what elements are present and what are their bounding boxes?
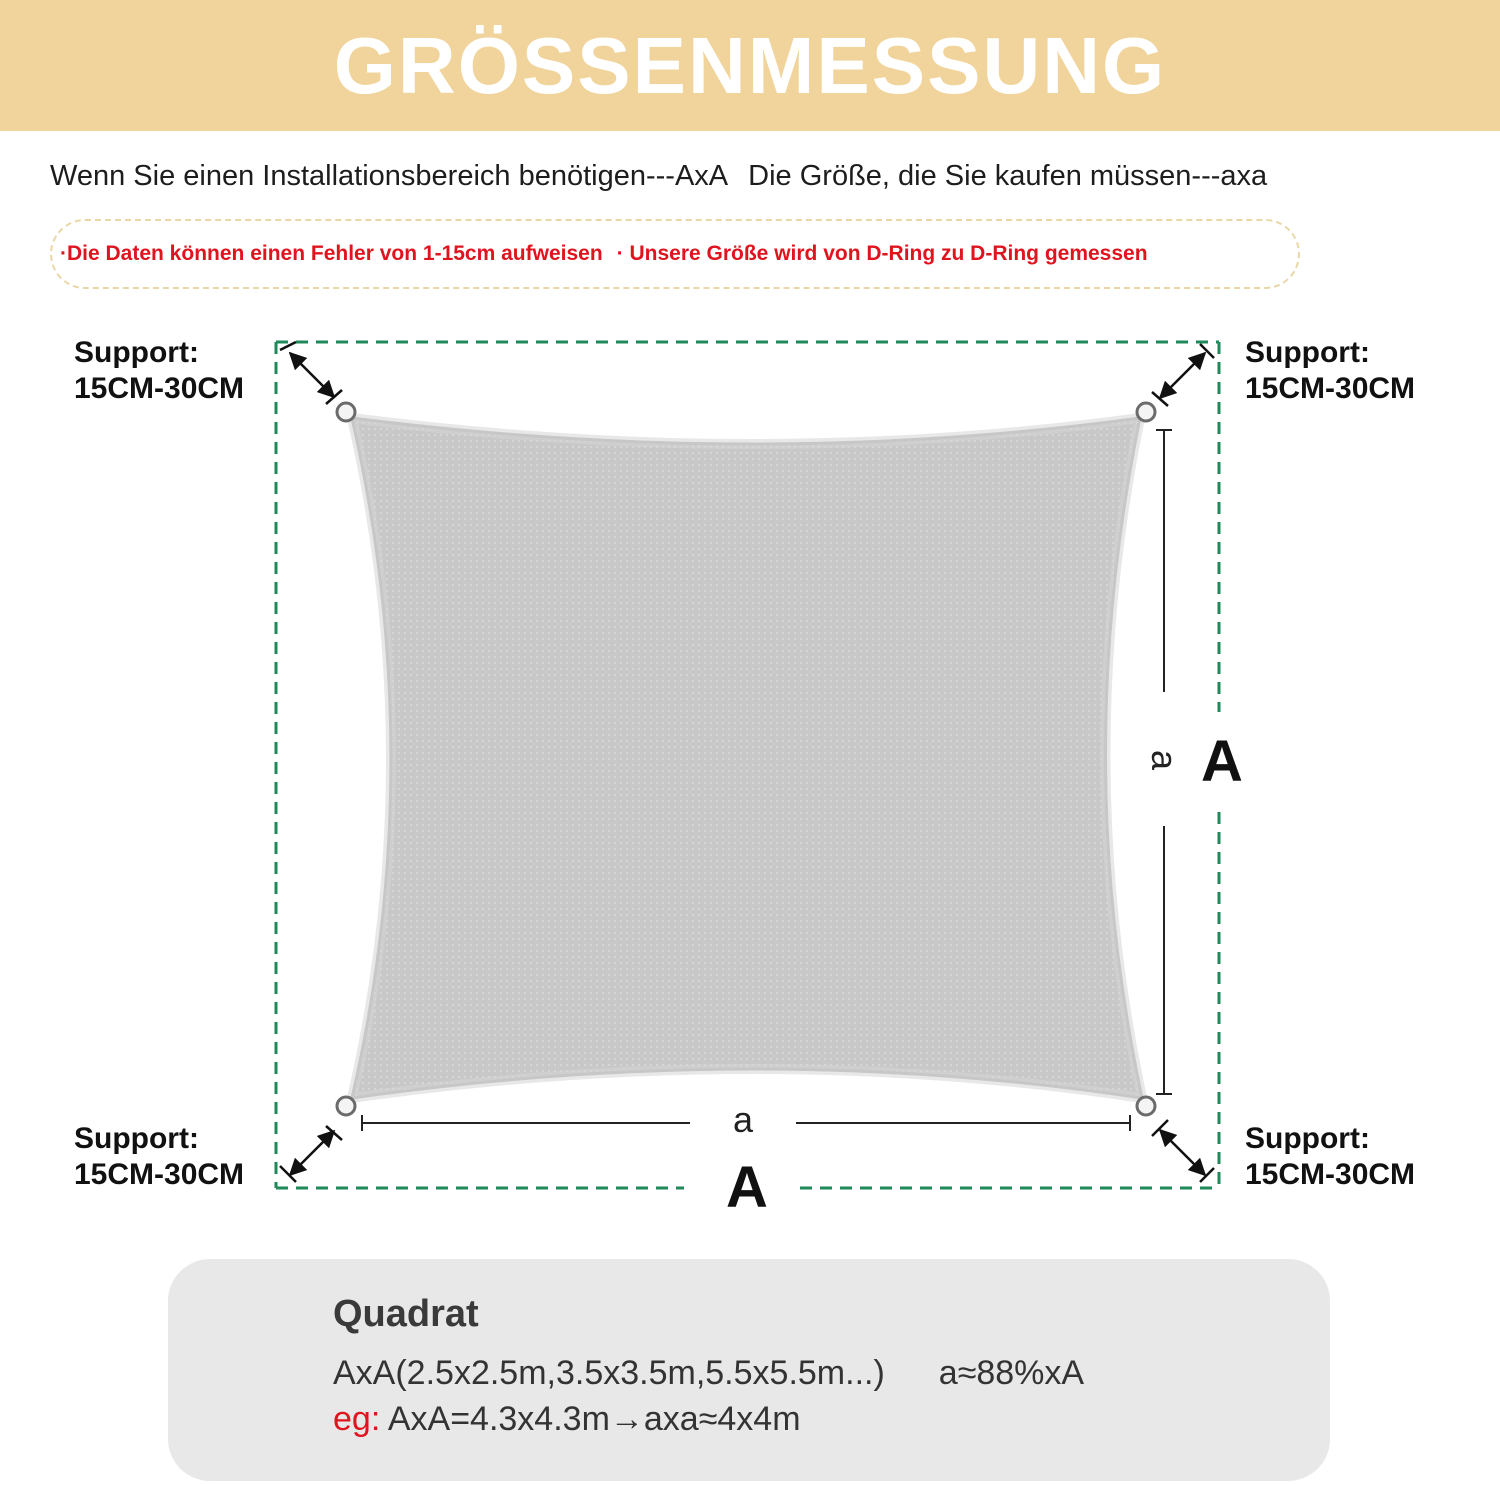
intro-buy-size: Die Größe, die Sie kaufen müssen---axa xyxy=(748,160,1268,192)
size-list: AxA(2.5x2.5m,3.5x3.5m,5.5x5.5m...) xyxy=(333,1354,885,1392)
support-range: 15CM-30CM xyxy=(1245,1158,1416,1191)
note-tolerance: ·Die Daten können einen Fehler von 1-15cm aufweisen xyxy=(60,242,603,265)
area-height-label: A xyxy=(1201,729,1243,794)
support-range: 15CM-30CM xyxy=(1245,372,1416,405)
note-dring: · Unsere Größe wird von D-Ring zu D-Ring gemessen xyxy=(616,242,1148,265)
support-range: 15CM-30CM xyxy=(74,372,245,405)
example-text: AxA=4.3x4.3m→axa≈4x4m xyxy=(380,1400,801,1438)
shade-sail xyxy=(352,418,1142,1098)
size-ratio: a≈88%xA xyxy=(938,1354,1085,1392)
page-title: GRÖSSENMESSUNG xyxy=(333,20,1167,110)
example-prefix: eg: xyxy=(333,1400,381,1438)
support-top-left xyxy=(74,335,244,407)
support-top-right xyxy=(1245,335,1415,407)
support-label: Support: xyxy=(74,1122,199,1155)
intro-install-area: Wenn Sie einen Installationsbereich benötigen---AxA xyxy=(50,160,729,192)
support-bottom-right xyxy=(1245,1121,1415,1193)
support-label: Support: xyxy=(1245,336,1370,369)
sail-width-label: a xyxy=(732,1099,754,1140)
sail-height-label: a xyxy=(1144,749,1185,771)
shape-title: Quadrat xyxy=(333,1293,479,1335)
support-label: Support: xyxy=(1245,1122,1370,1155)
example-line xyxy=(333,1400,801,1439)
area-width-label: A xyxy=(726,1155,768,1220)
support-bottom-left xyxy=(74,1121,244,1193)
size-list-line xyxy=(333,1354,1084,1393)
support-range: 15CM-30CM xyxy=(74,1158,245,1191)
support-label: Support: xyxy=(74,336,199,369)
